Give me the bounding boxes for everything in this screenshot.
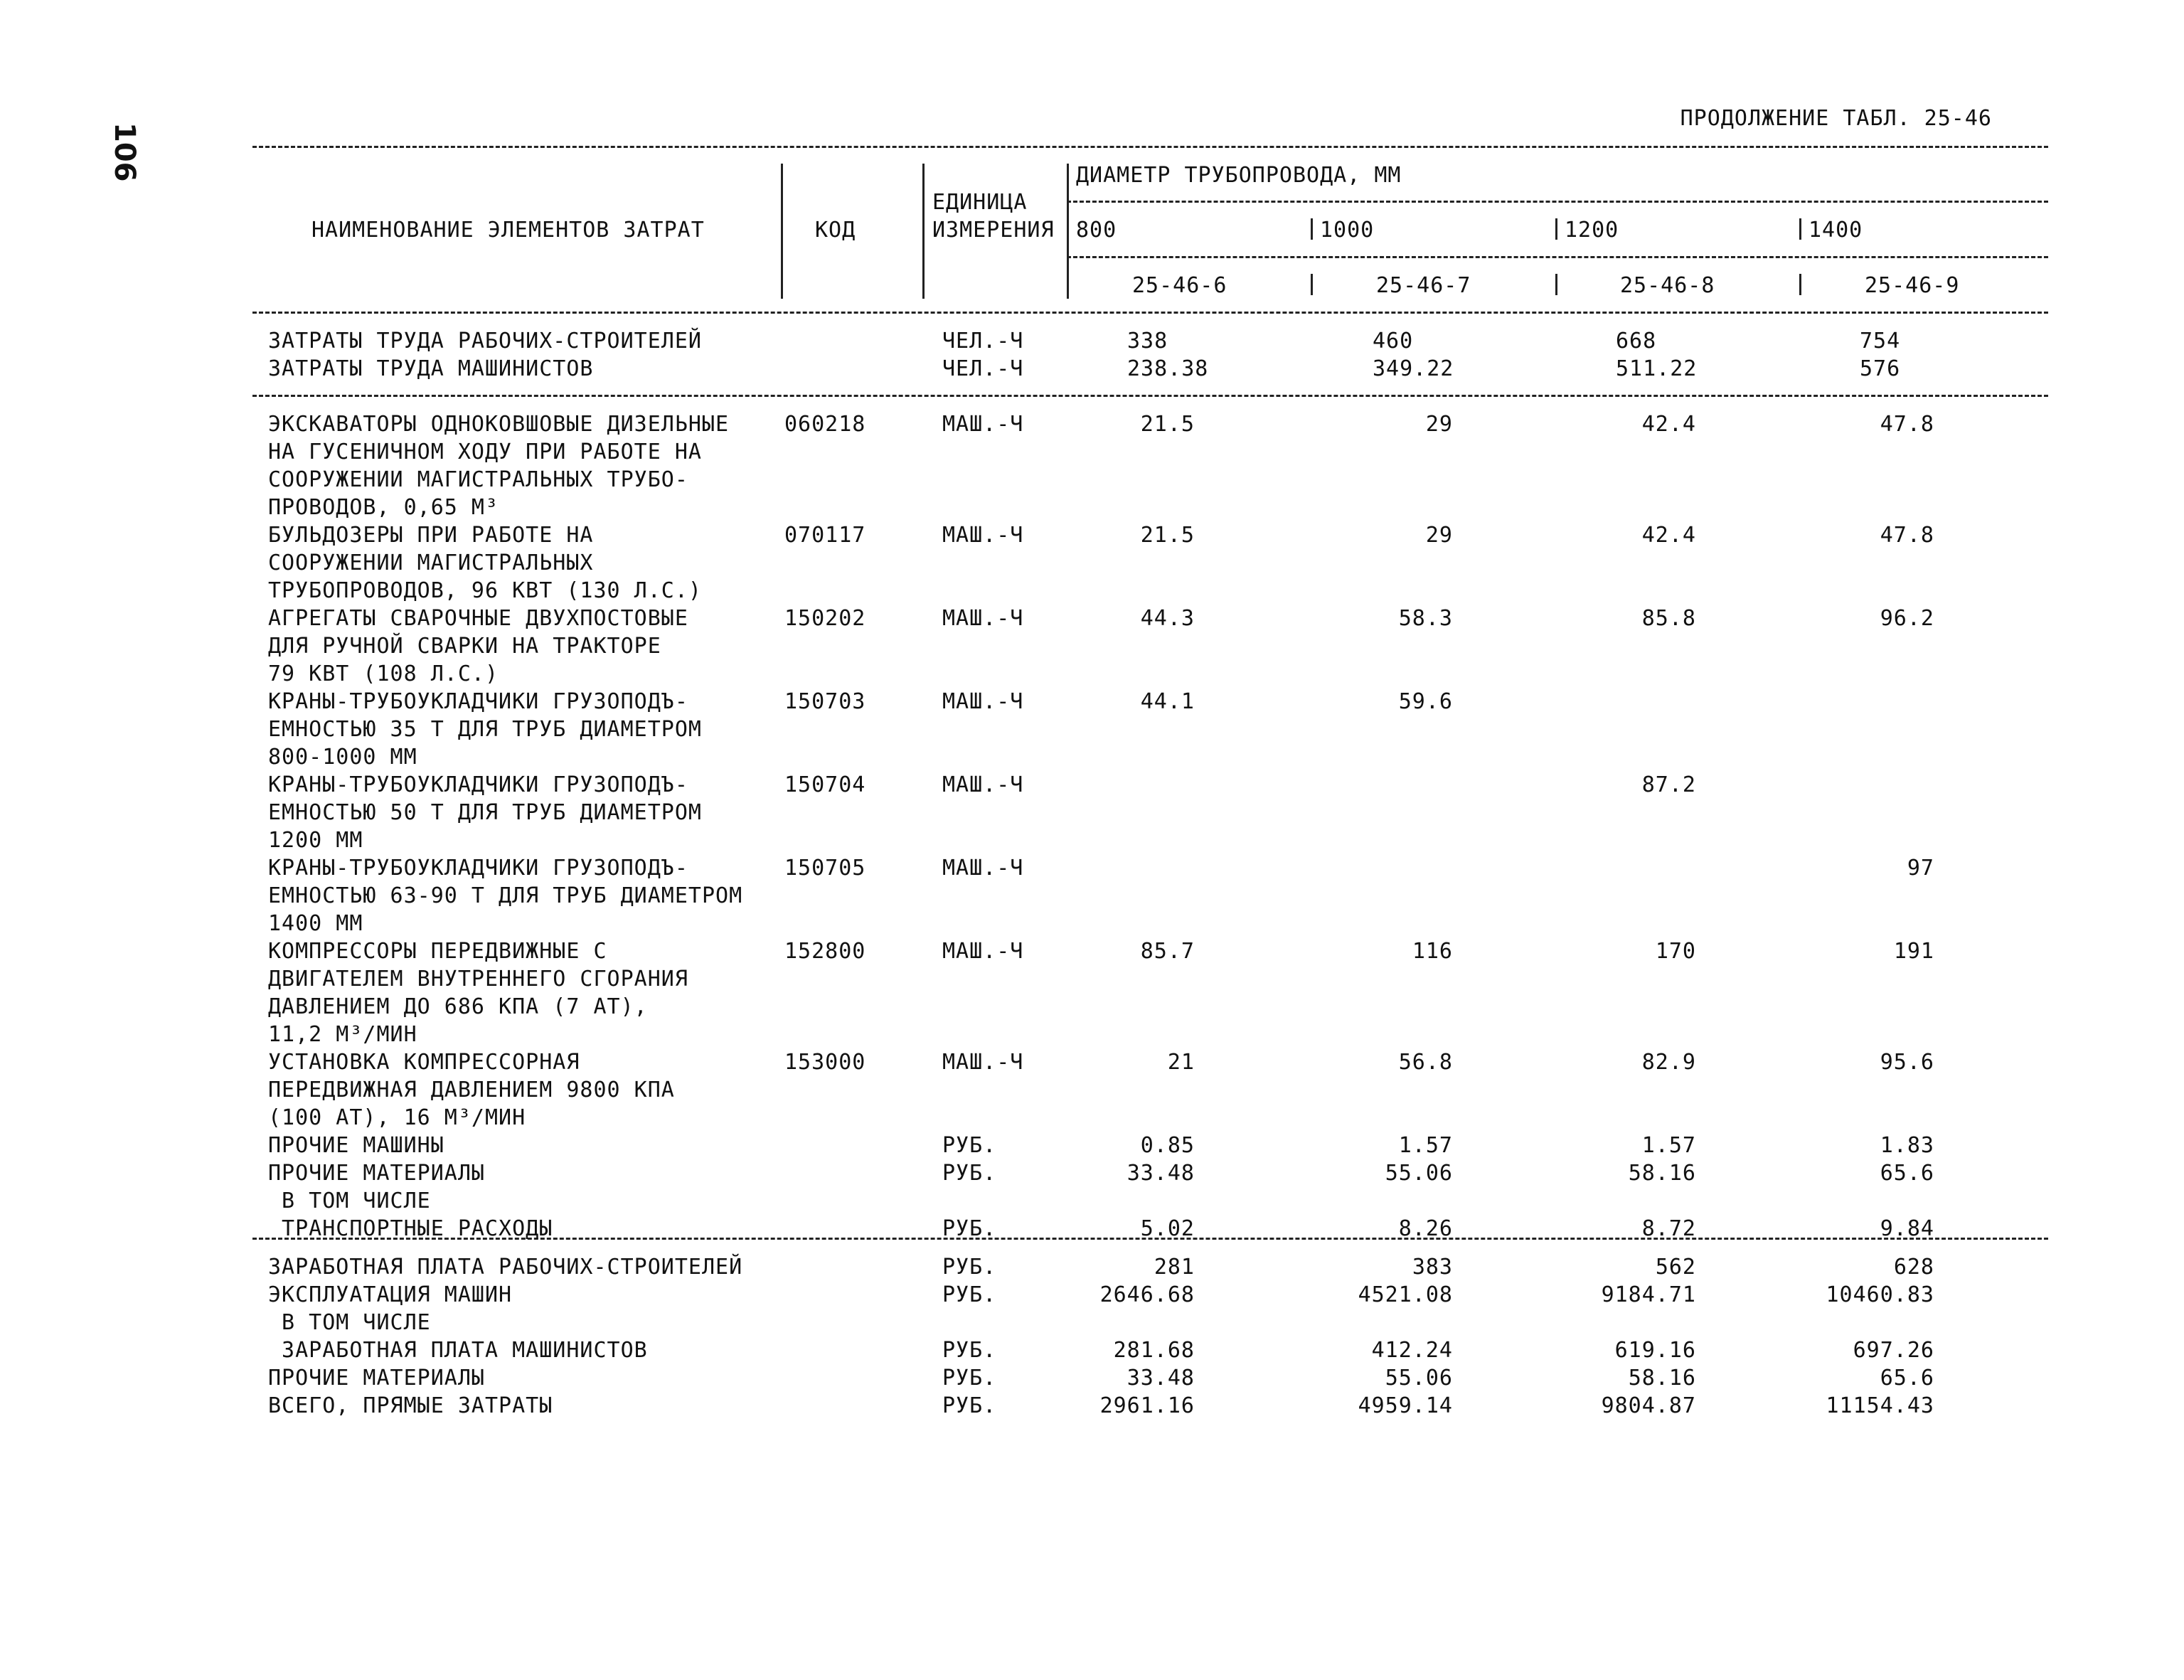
row-name-line: КРАНЫ-ТРУБОУКЛАДЧИКИ ГРУЗОПОДЪ- <box>268 856 688 881</box>
row-unit: РУБ. <box>942 1216 997 1241</box>
row-value: 4959.14 <box>1358 1393 1453 1418</box>
row-unit: РУБ. <box>942 1255 997 1280</box>
header-separator <box>1799 218 1801 240</box>
row-unit: МАШ.-Ч <box>942 939 1024 964</box>
row-name-line: (100 АТ), 16 М³/МИН <box>268 1105 526 1130</box>
row-code: 150703 <box>784 689 866 714</box>
row-value: 21.5 <box>1140 412 1195 437</box>
header-separator <box>1555 218 1557 240</box>
row-unit: РУБ. <box>942 1366 997 1391</box>
row-name-line: В ТОМ ЧИСЛЕ <box>268 1310 431 1335</box>
row-unit: МАШ.-Ч <box>942 1050 1024 1075</box>
row-name-line: 800-1000 ММ <box>268 745 417 770</box>
row-unit: МАШ.-Ч <box>942 856 1024 881</box>
row-value: 55.06 <box>1385 1366 1453 1391</box>
row-value: 95.6 <box>1880 1050 1934 1075</box>
row-value: 281 <box>1154 1255 1195 1280</box>
row-value: 85.8 <box>1641 606 1696 631</box>
row-name-line: БУЛЬДОЗЕРЫ ПРИ РАБОТЕ НА <box>268 523 594 548</box>
row-value: 2646.68 <box>1099 1282 1195 1307</box>
row-name-line: ДВИГАТЕЛЕМ ВНУТРЕННЕГО СГОРАНИЯ <box>268 967 688 991</box>
labor-value: 668 <box>1616 329 1657 353</box>
header-top-rule <box>252 146 2048 148</box>
header-diameter-1200: 1200 <box>1565 218 1619 243</box>
row-value: 2961.16 <box>1099 1393 1195 1418</box>
labor-value: 338 <box>1127 329 1168 353</box>
row-name-line: ПРОЧИЕ МАШИНЫ <box>268 1133 444 1158</box>
header-separator <box>1799 274 1801 295</box>
labor-unit: ЧЕЛ.-Ч <box>942 329 1024 353</box>
row-value: 82.9 <box>1641 1050 1696 1075</box>
row-name-line: СООРУЖЕНИИ МАГИСТРАЛЬНЫХ <box>268 551 594 575</box>
row-unit: РУБ. <box>942 1338 997 1363</box>
header-code-25-46-7: 25-46-7 <box>1376 273 1471 298</box>
row-value: 21.5 <box>1140 523 1195 548</box>
row-code: 150704 <box>784 772 866 797</box>
row-name-line: НА ГУСЕНИЧНОМ ХОДУ ПРИ РАБОТЕ НА <box>268 440 702 464</box>
row-name-line: ВСЕГО, ПРЯМЫЕ ЗАТРАТЫ <box>268 1393 553 1418</box>
row-code: 150705 <box>784 856 866 881</box>
row-value: 59.6 <box>1398 689 1453 714</box>
row-name-line: ЗАРАБОТНАЯ ПЛАТА МАШИНИСТОВ <box>268 1338 648 1363</box>
row-value: 1.57 <box>1398 1133 1453 1158</box>
row-value: 9804.87 <box>1601 1393 1696 1418</box>
header-diameter-title: ДИАМЕТР ТРУБОПРОВОДА, ММ <box>1076 163 1402 188</box>
row-name-line: КРАНЫ-ТРУБОУКЛАДЧИКИ ГРУЗОПОДЪ- <box>268 772 688 797</box>
row-unit: РУБ. <box>942 1161 997 1186</box>
row-code: 153000 <box>784 1050 866 1075</box>
row-name-line: СООРУЖЕНИИ МАГИСТРАЛЬНЫХ ТРУБО- <box>268 467 688 492</box>
row-value: 4521.08 <box>1358 1282 1453 1307</box>
section-rule-1 <box>252 395 2048 397</box>
header-code-25-46-6: 25-46-6 <box>1132 273 1227 298</box>
row-name-line: ТРУБОПРОВОДОВ, 96 КВТ (130 Л.С.) <box>268 578 702 603</box>
row-name-line: 1400 ММ <box>268 911 363 936</box>
row-value: 42.4 <box>1641 412 1696 437</box>
row-value: 191 <box>1893 939 1934 964</box>
row-value: 47.8 <box>1880 412 1934 437</box>
row-unit: РУБ. <box>942 1133 997 1158</box>
row-value: 29 <box>1425 412 1453 437</box>
row-name-line: ПЕРЕДВИЖНАЯ ДАВЛЕНИЕМ 9800 КПА <box>268 1078 675 1102</box>
row-value: 33.48 <box>1126 1161 1195 1186</box>
header-diameter-1400: 1400 <box>1809 218 1863 243</box>
row-unit: МАШ.-Ч <box>942 606 1024 631</box>
row-unit: МАШ.-Ч <box>942 689 1024 714</box>
labor-unit: ЧЕЛ.-Ч <box>942 356 1024 381</box>
header-code-25-46-9: 25-46-9 <box>1865 273 1960 298</box>
header-separator <box>1311 274 1313 295</box>
header-diameter-800: 800 <box>1076 218 1117 243</box>
row-unit: РУБ. <box>942 1282 997 1307</box>
row-name-line: ЕМНОСТЬЮ 50 Т ДЛЯ ТРУБ ДИАМЕТРОМ <box>268 800 702 825</box>
labor-value: 238.38 <box>1127 356 1209 381</box>
row-value: 55.06 <box>1385 1161 1453 1186</box>
row-value: 29 <box>1425 523 1453 548</box>
row-unit: МАШ.-Ч <box>942 772 1024 797</box>
labor-name: ЗАТРАТЫ ТРУДА РАБОЧИХ-СТРОИТЕЛЕЙ <box>268 329 702 353</box>
row-value: 116 <box>1412 939 1453 964</box>
row-name-line: ЭКСПЛУАТАЦИЯ МАШИН <box>268 1282 513 1307</box>
row-value: 281.68 <box>1113 1338 1195 1363</box>
header-separator <box>781 164 783 299</box>
row-value: 47.8 <box>1880 523 1934 548</box>
row-name-line: ПРОВОДОВ, 0,65 М³ <box>268 495 499 520</box>
row-value: 8.26 <box>1398 1216 1453 1241</box>
row-unit: МАШ.-Ч <box>942 523 1024 548</box>
row-value: 170 <box>1655 939 1696 964</box>
labor-value: 460 <box>1373 329 1414 353</box>
row-name-line: АГРЕГАТЫ СВАРОЧНЫЕ ДВУХПОСТОВЫЕ <box>268 606 688 631</box>
row-value: 44.3 <box>1140 606 1195 631</box>
row-unit: МАШ.-Ч <box>942 412 1024 437</box>
row-name-line: В ТОМ ЧИСЛЕ <box>268 1189 431 1213</box>
row-name-line: ПРОЧИЕ МАТЕРИАЛЫ <box>268 1366 485 1391</box>
labor-value: 754 <box>1860 329 1901 353</box>
row-value: 619.16 <box>1614 1338 1696 1363</box>
row-value: 9.84 <box>1880 1216 1934 1241</box>
row-name-line: 79 КВТ (108 Л.С.) <box>268 661 499 686</box>
row-name-line: УСТАНОВКА КОМПРЕССОРНАЯ <box>268 1050 580 1075</box>
page-number: 106 <box>108 122 141 182</box>
row-value: 412.24 <box>1371 1338 1453 1363</box>
row-value: 0.85 <box>1140 1133 1195 1158</box>
header-diameter-1000: 1000 <box>1320 218 1375 243</box>
labor-value: 576 <box>1860 356 1901 381</box>
row-value: 58.16 <box>1628 1366 1696 1391</box>
row-value: 58.3 <box>1398 606 1453 631</box>
row-code: 150202 <box>784 606 866 631</box>
row-name-line: ЗАРАБОТНАЯ ПЛАТА РАБОЧИХ-СТРОИТЕЛЕЙ <box>268 1255 743 1280</box>
row-name-line: ТРАНСПОРТНЫЕ РАСХОДЫ <box>268 1216 553 1241</box>
row-value: 562 <box>1655 1255 1696 1280</box>
header-code-col: КОД <box>815 218 856 243</box>
header-separator <box>1067 164 1069 299</box>
row-value: 697.26 <box>1853 1338 1934 1363</box>
row-name-line: 1200 ММ <box>268 828 363 853</box>
row-value: 87.2 <box>1641 772 1696 797</box>
row-value: 65.6 <box>1880 1366 1934 1391</box>
labor-name: ЗАТРАТЫ ТРУДА МАШИНИСТОВ <box>268 356 594 381</box>
row-value: 96.2 <box>1880 606 1934 631</box>
row-value: 628 <box>1893 1255 1934 1280</box>
row-name-line: ЕМНОСТЬЮ 35 Т ДЛЯ ТРУБ ДИАМЕТРОМ <box>268 717 702 742</box>
row-value: 65.6 <box>1880 1161 1934 1186</box>
row-name-line: ЭКСКАВАТОРЫ ОДНОКОВШОВЫЕ ДИЗЕЛЬНЫЕ <box>268 412 730 437</box>
row-value: 1.83 <box>1880 1133 1934 1158</box>
header-separator <box>1555 274 1557 295</box>
row-value: 58.16 <box>1628 1161 1696 1186</box>
row-value: 383 <box>1412 1255 1453 1280</box>
labor-value: 511.22 <box>1616 356 1698 381</box>
row-name-line: 11,2 М³/МИН <box>268 1022 417 1047</box>
row-value: 97 <box>1907 856 1934 881</box>
row-name-line: ДАВЛЕНИЕМ ДО 686 КПА (7 АТ), <box>268 994 648 1019</box>
header-separator <box>922 164 925 299</box>
row-unit: РУБ. <box>942 1393 997 1418</box>
header-code-rule <box>1067 256 2048 258</box>
row-value: 42.4 <box>1641 523 1696 548</box>
row-value: 21 <box>1167 1050 1195 1075</box>
row-name-line: КОМПРЕССОРЫ ПЕРЕДВИЖНЫЕ С <box>268 939 607 964</box>
row-value: 11154.43 <box>1826 1393 1934 1418</box>
row-name-line: КРАНЫ-ТРУБОУКЛАДЧИКИ ГРУЗОПОДЪ- <box>268 689 688 714</box>
row-name-line: ЕМНОСТЬЮ 63-90 Т ДЛЯ ТРУБ ДИАМЕТРОМ <box>268 883 743 908</box>
header-diameter-rule <box>1067 201 2048 203</box>
row-value: 8.72 <box>1641 1216 1696 1241</box>
labor-value: 349.22 <box>1373 356 1454 381</box>
row-value: 85.7 <box>1140 939 1195 964</box>
row-code: 152800 <box>784 939 866 964</box>
row-code: 060218 <box>784 412 866 437</box>
header-unit-col-line2: ИЗМЕРЕНИЯ <box>932 218 1055 243</box>
row-value: 9184.71 <box>1601 1282 1696 1307</box>
header-code-25-46-8: 25-46-8 <box>1620 273 1715 298</box>
row-value: 56.8 <box>1398 1050 1453 1075</box>
header-unit-col-line1: ЕДИНИЦА <box>932 190 1028 215</box>
row-name-line: ПРОЧИЕ МАТЕРИАЛЫ <box>268 1161 485 1186</box>
row-value: 44.1 <box>1140 689 1195 714</box>
header-bottom-rule <box>252 312 2048 314</box>
row-value: 33.48 <box>1126 1366 1195 1391</box>
row-value: 1.57 <box>1641 1133 1696 1158</box>
row-code: 070117 <box>784 523 866 548</box>
row-value: 5.02 <box>1140 1216 1195 1241</box>
header-name-col: НАИМЕНОВАНИЕ ЭЛЕМЕНТОВ ЗАТРАТ <box>311 218 705 243</box>
row-value: 10460.83 <box>1826 1282 1934 1307</box>
row-name-line: ДЛЯ РУЧНОЙ СВАРКИ НА ТРАКТОРЕ <box>268 634 661 659</box>
header-separator <box>1311 218 1313 240</box>
continuation-caption: ПРОДОЛЖЕНИЕ ТАБЛ. 25-46 <box>1680 106 1992 131</box>
